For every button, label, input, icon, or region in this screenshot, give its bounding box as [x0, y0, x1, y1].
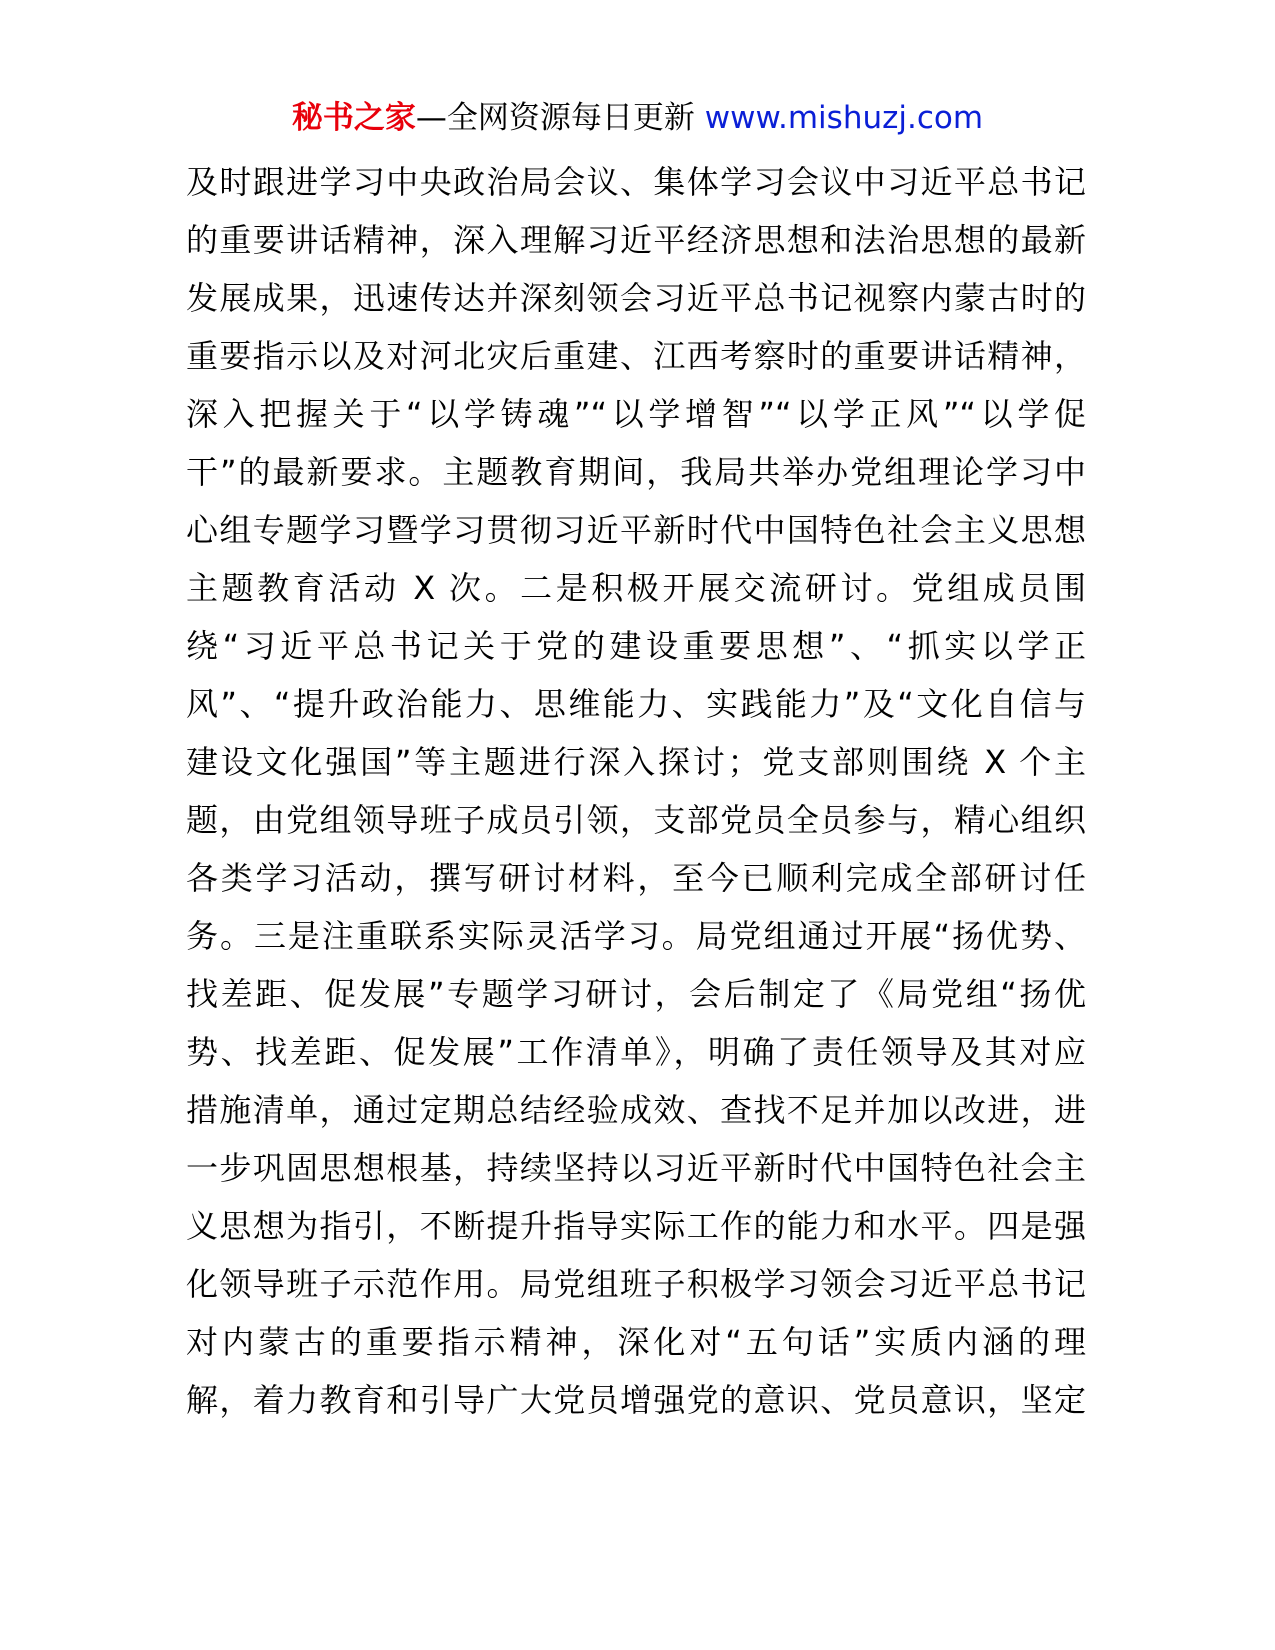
text-line: 题，由党组领导班子成员引领，支部党员全员参与，精心组织 [186, 801, 1086, 839]
header-slogan: —全网资源每日更新 [415, 100, 705, 136]
brand-name: 秘书之家 [291, 100, 416, 136]
text-line: 主题教育活动 X 次。二是积极开展交流研讨。党组成员围 [186, 569, 1086, 607]
text-line: 解，着力教育和引导广大党员增强党的意识、党员意识，坚定 [186, 1381, 1086, 1419]
text-line: 及时跟进学习中央政治局会议、集体学习会议中习近平总书记 [186, 163, 1086, 201]
text-line: 心组专题学习暨学习贯彻习近平新时代中国特色社会主义思想 [186, 511, 1086, 549]
text-line: 务。三是注重联系实际灵活学习。局党组通过开展“扬优势、 [186, 917, 1086, 955]
text-line: 深入把握关于“以学铸魂”“以学增智”“以学正风”“以学促 [186, 395, 1086, 433]
text-line: 化领导班子示范作用。局党组班子积极学习领会习近平总书记 [186, 1265, 1086, 1303]
text-line: 干”的最新要求。主题教育期间，我局共举办党组理论学习中 [186, 453, 1086, 491]
text-line: 重要指示以及对河北灾后重建、江西考察时的重要讲话精神， [186, 337, 1086, 375]
text-line: 各类学习活动，撰写研讨材料，至今已顺利完成全部研讨任 [186, 859, 1086, 897]
document-body [186, 153, 1086, 1429]
text-line: 对内蒙古的重要指示精神，深化对“五句话”实质内涵的理 [186, 1323, 1086, 1361]
text-line: 的重要讲话精神，深入理解习近平经济思想和法治思想的最新 [186, 221, 1086, 259]
page-header [0, 96, 1275, 140]
header-url-link[interactable]: www.mishuzj.com [704, 100, 984, 136]
text-line: 绕“习近平总书记关于党的建设重要思想”、“抓实以学正 [186, 627, 1086, 665]
text-line: 发展成果，迅速传达并深刻领会习近平总书记视察内蒙古时的 [186, 279, 1086, 317]
text-line: 势、找差距、促发展”工作清单》，明确了责任领导及其对应 [186, 1033, 1086, 1071]
text-line: 义思想为指引，不断提升指导实际工作的能力和水平。四是强 [186, 1207, 1086, 1245]
text-line: 一步巩固思想根基，持续坚持以习近平新时代中国特色社会主 [186, 1149, 1086, 1187]
text-line: 风”、“提升政治能力、思维能力、实践能力”及“文化自信与 [186, 685, 1086, 723]
text-line: 找差距、促发展”专题学习研讨，会后制定了《局党组“扬优 [186, 975, 1086, 1013]
text-line: 措施清单，通过定期总结经验成效、查找不足并加以改进，进 [186, 1091, 1086, 1129]
text-line: 建设文化强国”等主题进行深入探讨；党支部则围绕 X 个主 [186, 743, 1086, 781]
